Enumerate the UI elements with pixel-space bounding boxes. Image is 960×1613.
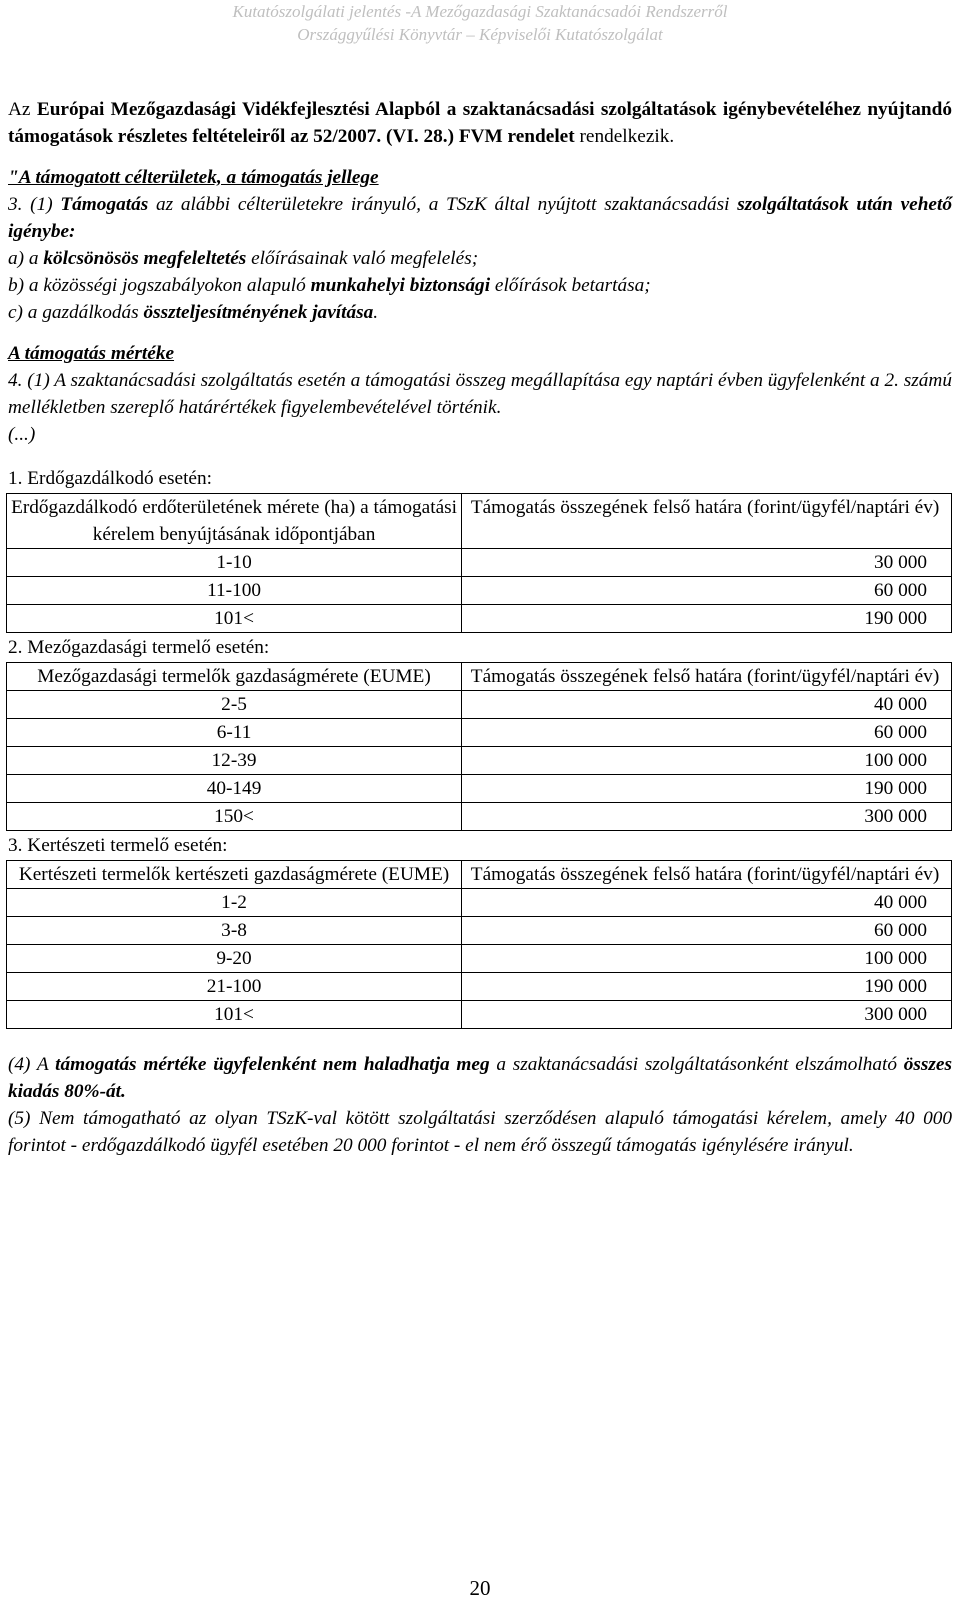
list-item-b-suffix: előírások betartása; [490, 275, 651, 296]
section3-paragraph [8, 191, 952, 245]
table-cell-size: 101< [7, 1001, 462, 1029]
table-row [7, 605, 952, 633]
table3-col2-header: Támogatás összegének felső határa (forint/ügyfél/naptári év) [462, 861, 952, 889]
table-cell-amount: 300 000 [462, 1001, 952, 1029]
table-row [7, 719, 952, 747]
table-cell-amount: 30 000 [462, 549, 952, 577]
section3-prefix: 3. (1) [8, 194, 61, 215]
table3-col1-header: Kertészeti termelők kertészeti gazdaságmérete (EUME) [7, 861, 462, 889]
table-cell-amount: 100 000 [462, 747, 952, 775]
header-report-title: Kutatószolgálati jelentés -A Mezőgazdasági Szaktanácsadói Rendszerről [232, 2, 728, 21]
list-item-c-bold: összteljesítményének javítása [143, 302, 374, 323]
closing-paragraph-5: (5) Nem támogatható az olyan TSzK-val kötött szolgáltatási szerződésen alapuló támogatási kérelem, amely 40 000 forintot - erdőgazdálkodó ügyfél esetében 20 000 forintot - el nem érő összegű támogatás igénylésére irányul. [8, 1108, 952, 1156]
intro-paragraph [8, 96, 952, 150]
intro-regulation-title: Európai Mezőgazdasági Vidékfejlesztési Alapból a szaktanácsadási szolgáltatások igénybevételéhez nyújtandó támogatások részletes feltételeiről az 52/2007. (VI. 28.) FVM rendelet [8, 99, 952, 147]
table3-label: 3. Kertészeti termelő esetén: [8, 835, 228, 856]
section4-paragraph: 4. (1) A szaktanácsadási szolgáltatás esetén a támogatási összeg megállapítása egy naptári évben ügyfelenként a 2. számú mellékletben szereplő határértékek figyelembevételével történik. [8, 370, 952, 418]
table-row [7, 747, 952, 775]
table-cell-size: 9-20 [7, 945, 462, 973]
table-row [7, 691, 952, 719]
table-cell-amount: 40 000 [462, 889, 952, 917]
list-item-b [8, 272, 952, 299]
table-cell-amount: 60 000 [462, 719, 952, 747]
table-cell-amount: 190 000 [462, 973, 952, 1001]
closing-p4-bold-percentage: összes kiadás 80%-át. [8, 1054, 952, 1102]
table2-label: 2. Mezőgazdasági termelő esetén: [8, 637, 270, 658]
closing-p4-text: a szaktanácsadási szolgáltatásonként elszámolható [489, 1054, 904, 1075]
document-body [8, 96, 952, 1159]
table-forest-manager [6, 493, 952, 633]
intro-prefix: Az [8, 99, 37, 120]
table-cell-amount: 100 000 [462, 945, 952, 973]
table-cell-size: 11-100 [7, 577, 462, 605]
table-row [7, 775, 952, 803]
table1-col1-header: Erdőgazdálkodó erdőterületének mérete (ha) a támogatási kérelem benyújtásának időpontjában [7, 494, 462, 549]
list-item-b-prefix: b) a közösségi jogszabályokon alapuló [8, 275, 311, 296]
table-row [7, 803, 952, 831]
closing-paragraph-4 [8, 1051, 952, 1105]
table-row [7, 973, 952, 1001]
table2-col1-header: Mezőgazdasági termelők gazdaságmérete (EUME) [7, 663, 462, 691]
page-number: 20 [469, 1576, 491, 1600]
table-cell-size: 6-11 [7, 719, 462, 747]
section3-bold-services: szolgáltatások után vehető igénybe: [8, 194, 952, 242]
table-cell-amount: 190 000 [462, 605, 952, 633]
table2-col2-header: Támogatás összegének felső határa (forint/ügyfél/naptári év) [462, 663, 952, 691]
section3-bold-support: Támogatás [60, 194, 149, 215]
table-cell-size: 21-100 [7, 973, 462, 1001]
table-cell-size: 101< [7, 605, 462, 633]
closing-p4-bold-limit: támogatás mértéke ügyfelenként nem haladhatja meg [55, 1054, 490, 1075]
table-header-row [7, 494, 952, 549]
list-item-a-suffix: előírásainak való megfelelés; [246, 248, 479, 269]
list-item-b-bold: munkahelyi biztonsági [310, 275, 491, 296]
header-institution: Országgyűlési Könyvtár – Képviselői Kutatószolgálat [297, 25, 663, 44]
section-heading-target-areas: "A támogatott célterületek, a támogatás jellege [8, 167, 379, 188]
list-item-a-bold: kölcsönösös megfeleltetés [43, 248, 247, 269]
table-header-row [7, 663, 952, 691]
table-cell-size: 40-149 [7, 775, 462, 803]
list-item-c [8, 299, 952, 326]
list-item-c-prefix: c) a gazdálkodás [8, 302, 144, 323]
table-agricultural-producer [6, 662, 952, 831]
closing-p4-prefix: (4) A [8, 1054, 56, 1075]
table-cell-size: 1-2 [7, 889, 462, 917]
table-cell-size: 2-5 [7, 691, 462, 719]
page-header [0, 0, 960, 58]
table-cell-size: 3-8 [7, 917, 462, 945]
table-row [7, 889, 952, 917]
list-item-a [8, 245, 952, 272]
list-item-a-prefix: a) a [8, 248, 44, 269]
table-header-row [7, 861, 952, 889]
table1-col2-header: Támogatás összegének felső határa (forint/ügyfél/naptári év) [462, 494, 952, 549]
section3-text: az alábbi célterületekre irányuló, a TSzK által nyújtott szaktanácsadási [148, 194, 738, 215]
table-row [7, 577, 952, 605]
table-cell-amount: 190 000 [462, 775, 952, 803]
table-cell-amount: 60 000 [462, 577, 952, 605]
table1-label: 1. Erdőgazdálkodó esetén: [8, 468, 212, 489]
table-row [7, 945, 952, 973]
intro-suffix: rendelkezik. [574, 126, 675, 147]
table-cell-size: 150< [7, 803, 462, 831]
table-cell-size: 12-39 [7, 747, 462, 775]
table-row [7, 549, 952, 577]
table-horticultural-producer [6, 860, 952, 1029]
ellipsis: (...) [8, 424, 36, 445]
table-cell-amount: 40 000 [462, 691, 952, 719]
section-heading-support-amount: A támogatás mértéke [8, 343, 175, 364]
table-cell-amount: 300 000 [462, 803, 952, 831]
table-row [7, 1001, 952, 1029]
table-cell-amount: 60 000 [462, 917, 952, 945]
list-item-c-suffix: . [373, 302, 379, 323]
table-cell-size: 1-10 [7, 549, 462, 577]
table-row [7, 917, 952, 945]
